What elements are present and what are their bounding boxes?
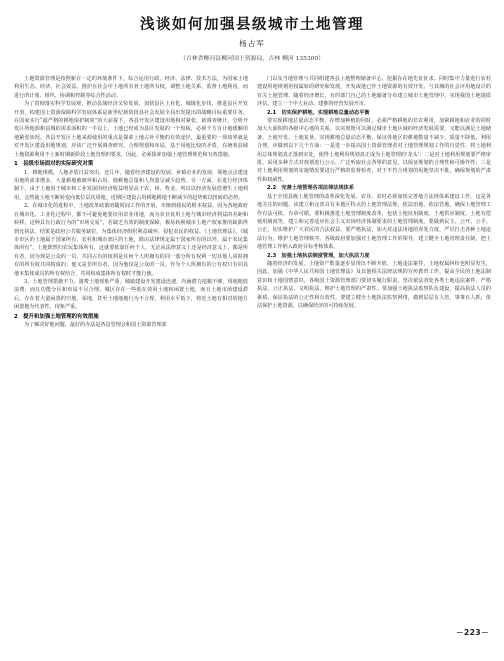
article-author: 杨占军	[239, 39, 265, 48]
right-text-column	[257, 75, 491, 615]
body-paragraph: 3、土地管理措施不力，滥费土地现象严重。城镇建设开发建设迅速，内涵潜力挖掘不够，用地粗放浪费，而且功能分区和布局不尽合理。城区存在一些低在效用土地和闲置土地，而且土地市场建设滞后，存在着大量闲置的空地、零地，甚至土地地地行为不合现、利用水平低下，将近土地有相对的地方闲置地为代表性，现象严重。	[14, 278, 248, 311]
section-heading: 2.2 完善土地管理各项法律法规体系	[267, 185, 355, 192]
body-paragraph: 为了解决好地问题，最好的办法是各县管理会和国土资源管理部	[24, 322, 167, 329]
body-paragraph: 随着经济的发展，土地资产数量逐步显现出不断升值，土地违法案件，土地权属纠纷也明显发生，因此，加强《中华人民共和国土地管理法》及其他相关法律法规的宣传教育工作，提高全民的土地法制意识和土地国情意识，各级国土资源管理部门要切实履行职责，坚决依法查处各类土地违法案件，严格执法，公正执法，文明执法，维护土地管理的严肃性。要加强土地执法监察队伍建设，提高执法人员的素质，保证执法的公正性和有效性。要建立健全土地执法监察网络，做到层层有人管，事事有人抓，依法保护土地资源，以确保经济的可持续发展。	[257, 260, 491, 309]
body-paragraph: 2、在城市化的进程中，土地改革政策的随时间工作的开展，牵渐到我民的根本权益。因为各地政府在城市化、工业化过程中，都不可避免地要征用农业用地，而为农业征用土地与城市经济利益的差距和转移，这种具有行政行为的“市场交易”，若缺乏有效的制度保障，极易转换城市土地产权家推的缺陷得到允执法。结果是政府公共服务缺位，为集体经济组织利益破坏，侵犯农民的权益。《土地管理法》、《城市市区的土地属于国家所有，农村和城市郊区的土地，除由法律规定属于国家所有的以外，属于农民集体所有”，土地既然归农民集体所有，这就要依靠任何个人，无论从法律意义上还是经济意义上，都是所有者，因为现是公众的一员，共同占有的权利是任何个人所拥有的同一部分所有权利一切其他人同时拥有的所有权共同构成的；他又是非所有者，因为他仅是公众的一员，作为个人所拥有的公有权只有同其他本集体成员的所有权结合，共同构成集体所有权时才能行使。	[14, 203, 248, 277]
body-paragraph: 为了贯彻落实科学发展观，推动县域经济又快发展，加快县区土业化、城镇化步伐，推进县区开发开放，构建国土资源保障科学发展体系是新世纪新阶段县社会发展全局出发提出的战略目标重要任务。在国家实行“最严格的耕地保护制度”的大前提下，各县开发区建设用地相对紧张，新调查统计，分析开发区所地源和县城的需求面积的一半以上，土地已经成为县区发展的一个短板，必须千方百计地缓解用地紧张状况。各县开发区土地来源使用的重点是探索上地占补平衡的有效途径，最重要的一项效率就是对开发区建设用地规划，应该广泛开展调查研究，合理规划和布局，基于用地比较的矛盾，在统筹县域土地资源利用不上新时期新阶段土地管理的要求，因此，必须探索加强土地管理规范和有效措施。	[14, 101, 248, 158]
section-heading: 1 县级市场面对的实际研究对策	[14, 161, 94, 168]
page-number: －223－	[456, 628, 490, 637]
body-paragraph: 土地资源管理是按照新在一定的环境条件下，综合运用行政、经济、法律、技术方法，为国家土地利用生态、经济、社会效益、推护在社会中土地所有者土地所有权，调整土地关系，监督土地利用，而进行的计划、组织、协调和控制等综合性活动。	[14, 76, 248, 99]
article-title: 浅谈如何加强县级城市土地管理	[140, 17, 364, 33]
body-paragraph: 基于全国县级土地管理的改革深化发展，农业、农村必须加快完善地方法规体系建设工作，这是各地关注的问题。该建立和完善具有本地区特点的土地管理法规，依法治地、依法管地，确保土地管理工作有法可依、有章可循。要积极推进土地管理制度改革，包括土地征用制度、土地供应制度、土地有偿使用制度等，建立和完善适应社会主义市场经济体制要求的土地管理制度。要做到民主、公开、公平、公正，切实维护广大农民的合法权益。要严格执法，加大对违法用地的查处力度，严厉打击各种土地违法行为，维护土地管理秩序。各级政府要加强对土地管理工作的领导，建立健全土地管理责任制，把土地管理工作纳入政府目标考核体系。	[257, 193, 491, 251]
section-heading: 2.3 加强土地执法制度管理，加大执法力度	[267, 252, 370, 259]
author-affiliation: （吉林省柳河县柳河国土资源局，吉林 柳河 135300）	[179, 56, 325, 62]
body-paragraph: 要实现耕地总量动态平衡，在增加种植的同时，必须严格耕地的非农利用，加紧耕地和农业的同时加大大面积的各级中心地的关系，以实现既可以满足城市土地区域的经济发展需要，又能以满足土地储备、土地开发、土地复垦，实现耕地总量动态平衡，保证各地区的耕地数量不减少、质量不降低、利用合理，应做到以下几个方面：一是进一步提高国土资源管理者对土地管理规划工作的自觉性，将土地利用总体规划真正落到实处，使得土地利用规划真正成为土地管理的'龙头'；二是对土地利用规划要严格审批，采用多种方式对规划进行公示，广泛听取社会各界的意见，以保证规划的合理性和可操作性；三是对土地利用规划的实施情况要进行严格的监督检查，对于不符合规划的用地坚决不批，确保规划的严肃性和权威性。	[257, 118, 491, 183]
body-paragraph: 1、耕地规模，人地矛盾日益突出。近几年，随着经济建设的发展、乡镇企业的发展，领地点点建设用地的需求增多，大量耕地被被坏和占用，使耕地总量和人均量呈减少趋势。另一方面，在进行经济体制下，由于土地用于城市和工业发展的经济收益明显高于农、林、牧业。所以以经济发展偿增生土地利用，会然使土地不断转变向低位层次用地。近期区建设占用耕地耕地不断减少的趋势难以扭转的态势。	[14, 169, 248, 201]
section-heading: 2.1 切实保护耕地，实现耕地总量动态平衡	[267, 109, 370, 116]
section-heading: 2 提升和加强土地管理的有效措施	[14, 313, 99, 320]
left-text-column	[14, 75, 248, 615]
body-paragraph: 门以及当地管理与共同组建各县土地整理储备中心，挖掘存在地先征征求。同时集中力量进行农村建设用地规划用权属转的研究和发现，开发或地已作土地资源的有效开发、与其城的社会评用地设计的有关土地管理。随着经济增长，有的部门自己的土地储备分布建立城市土地管理中，实现我国土地提质评估、建立一个中大业动、建推的经营发展开市。	[257, 76, 491, 108]
